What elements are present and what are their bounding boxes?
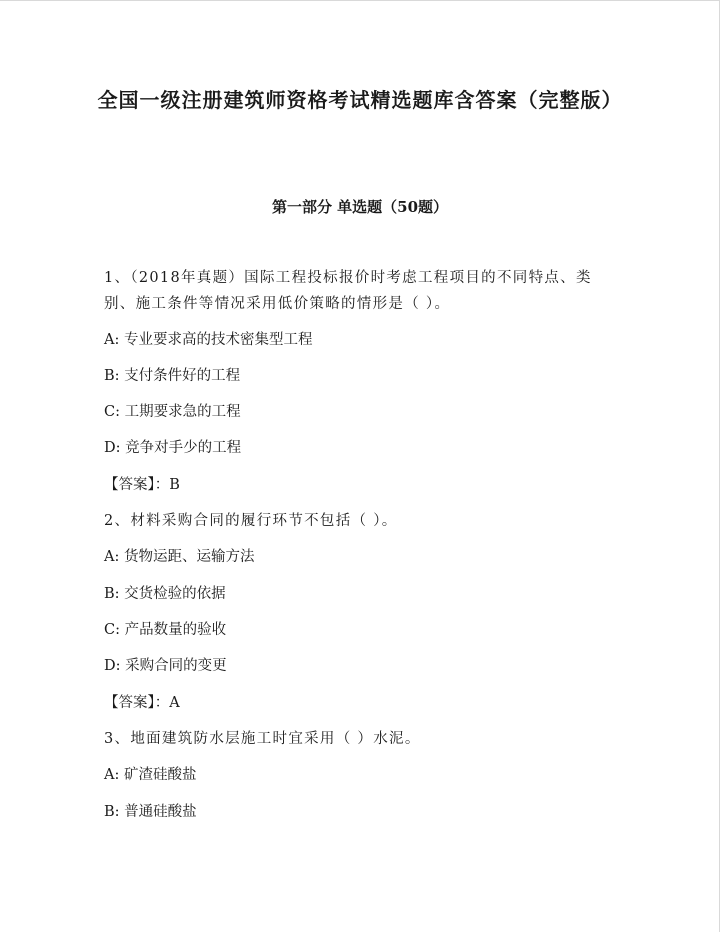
question-1-option-a: A: 专业要求高的技术密集型工程 (104, 332, 313, 348)
question-2-option-a: A: 货物运距、运输方法 (104, 549, 255, 565)
question-1-option-c: C: 工期要求急的工程 (104, 404, 241, 420)
question-1-stem-line-2: 别、施工条件等情况采用低价策略的情形是（ ）。 (104, 296, 451, 312)
question-2-stem: 2、材料采购合同的履行环节不包括（ ）。 (104, 513, 398, 529)
question-2-answer: 【答案】：A (104, 695, 180, 711)
question-2-option-c: C: 产品数量的验收 (104, 622, 227, 638)
question-1-option-d: D: 竞争对手少的工程 (104, 440, 242, 456)
section-heading: 第一部分 单选题（50题） (271, 198, 449, 216)
question-2-option-d: D: 采购合同的变更 (104, 658, 227, 674)
document-title: 全国一级注册建筑师资格考试精选题库含答案（完整版） (97, 88, 623, 112)
question-3-option-a: A: 矿渣硅酸盐 (104, 767, 197, 783)
question-3-option-b: B: 普通硅酸盐 (104, 804, 197, 820)
question-1-stem-line-1: 1、（2018年真题）国际工程投标报价时考虑工程项目的不同特点、类 (104, 270, 592, 286)
question-2-option-b: B: 交货检验的依据 (104, 586, 226, 602)
question-3-stem: 3、地面建筑防水层施工时宜采用（ ）水泥。 (104, 731, 421, 747)
question-1-answer: 【答案】：B (104, 477, 180, 493)
page-border-top (0, 0, 720, 1)
question-1-option-b: B: 支付条件好的工程 (104, 368, 241, 384)
